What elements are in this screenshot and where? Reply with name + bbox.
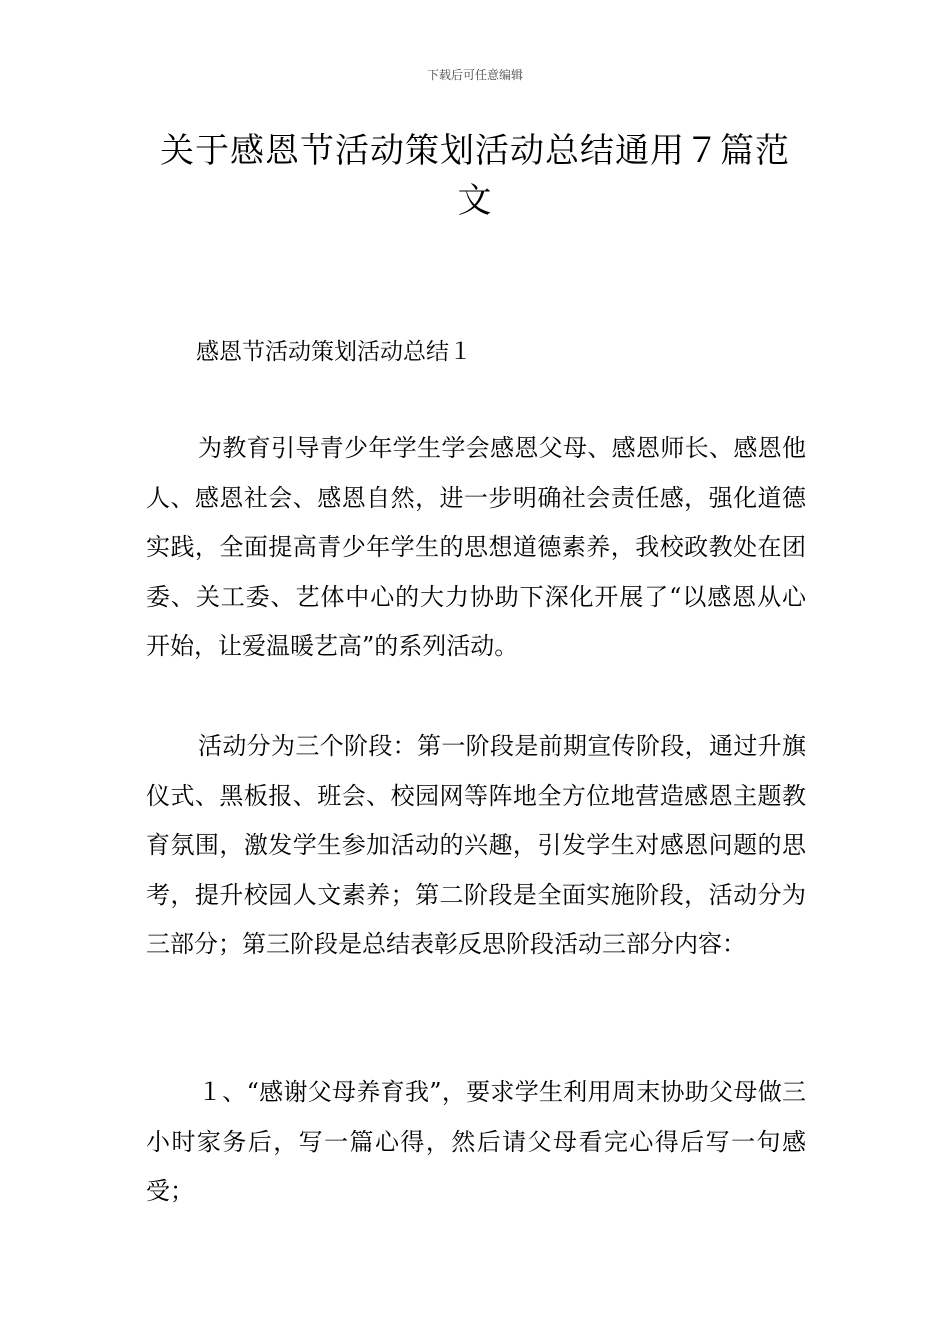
section-title: 感恩节活动策划活动总结１ xyxy=(196,339,472,365)
paragraph: 活动分为三个阶段：第一阶段是前期宣传阶段，通过升旗仪式、黑板报、班会、校园网等阵地全方位地营造感恩主题教育氛围，激发学生参加活动的兴趣，引发学生对感恩问题的思考，提升校园人文素养；第二阶段是全面实施阶段，活动分为三部分；第三阶段是总结表彰反思阶段活动三部分内容： xyxy=(146,732,806,958)
header-note: 下载后可任意编辑 xyxy=(426,68,523,82)
document-title: 关于感恩节活动策划活动总结通用７篇范文 xyxy=(160,131,790,221)
paragraph: １、“感谢父母养育我”，要求学生利用周末协助父母做三小时家务后，写一篇心得，然后请父母看完心得后写一句感受； xyxy=(146,1078,806,1205)
paragraph: 为教育引导青少年学生学会感恩父母、感恩师长、感恩他人、感恩社会、感恩自然，进一步明确社会责任感，强化道德实践，全面提高青少年学生的思想道德素养，我校政教处在团委、关工委、艺体中心的大力协助下深化开展了“以感恩从心开始，让爱温暖艺高”的系列活动。 xyxy=(146,434,806,660)
